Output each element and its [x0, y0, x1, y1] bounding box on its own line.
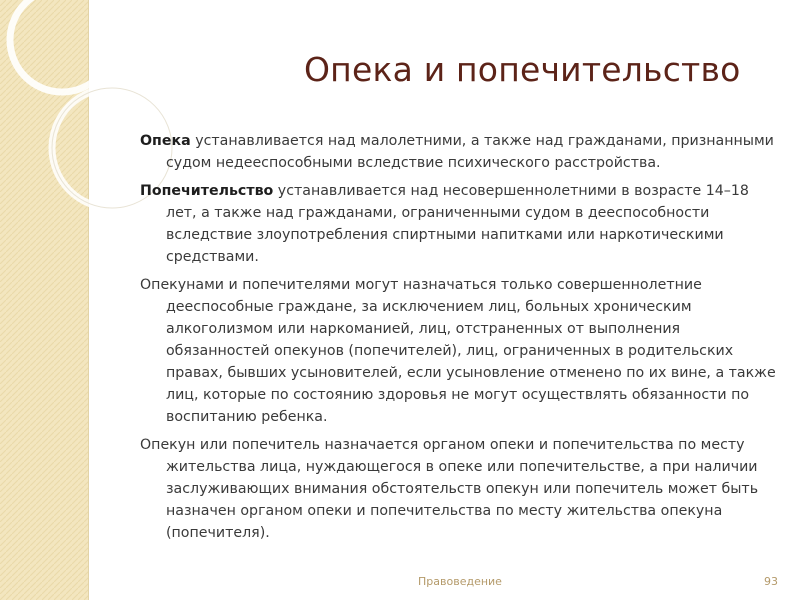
slide-body — [140, 130, 780, 550]
term-trusteeship: Попечительство — [140, 183, 274, 199]
term-guardianship: Опека — [140, 133, 191, 149]
paragraph-text: устанавливается над несовершеннолетними в возрасте 14–18 лет, а также над гражданами, ограниченными судом в дееспособности вследствие злоупотребления спиртными напитками или наркотическими средствами. — [166, 183, 749, 265]
band-pattern — [0, 0, 88, 600]
page-number: 93 — [764, 575, 778, 588]
paragraph-guardianship — [140, 130, 780, 174]
paragraph-trusteeship — [140, 180, 780, 268]
paragraph-text: Опекун или попечитель назначается органом опеки и попечительства по месту жительства лица, нуждающегося в опеке или попечительстве, а при наличии заслуживающих внимания обстоятельств опекун или попечитель может быть назначен органом опеки и попечительства по месту жительства опекуна (попечителя). — [140, 437, 759, 541]
paragraph-eligibility — [140, 274, 780, 428]
paragraph-text: устанавливается над малолетними, а также над гражданами, признанными судом недееспособными вследствие психического расстройства. — [166, 133, 774, 171]
slide-content — [88, 0, 800, 600]
slide-title: Опека и попечительство — [304, 50, 741, 89]
paragraph-appointment — [140, 434, 780, 544]
footer-subject: Правоведение — [418, 575, 502, 588]
decorative-side-band — [0, 0, 89, 600]
paragraph-text: Опекунами и попечителями могут назначаться только совершеннолетние дееспособные граждане, за исключением лиц, больных хроническим алкоголизмом или наркоманией, лиц, отстраненных от выполнения обязанностей опекунов (попечителей), лиц, ограниченных в родительских правах, бывших усыновителей, если усыновление отменено по их вине, а также лиц, которые по состоянию здоровья не могут осуществлять обязанности по воспитанию ребенка. — [140, 277, 776, 425]
